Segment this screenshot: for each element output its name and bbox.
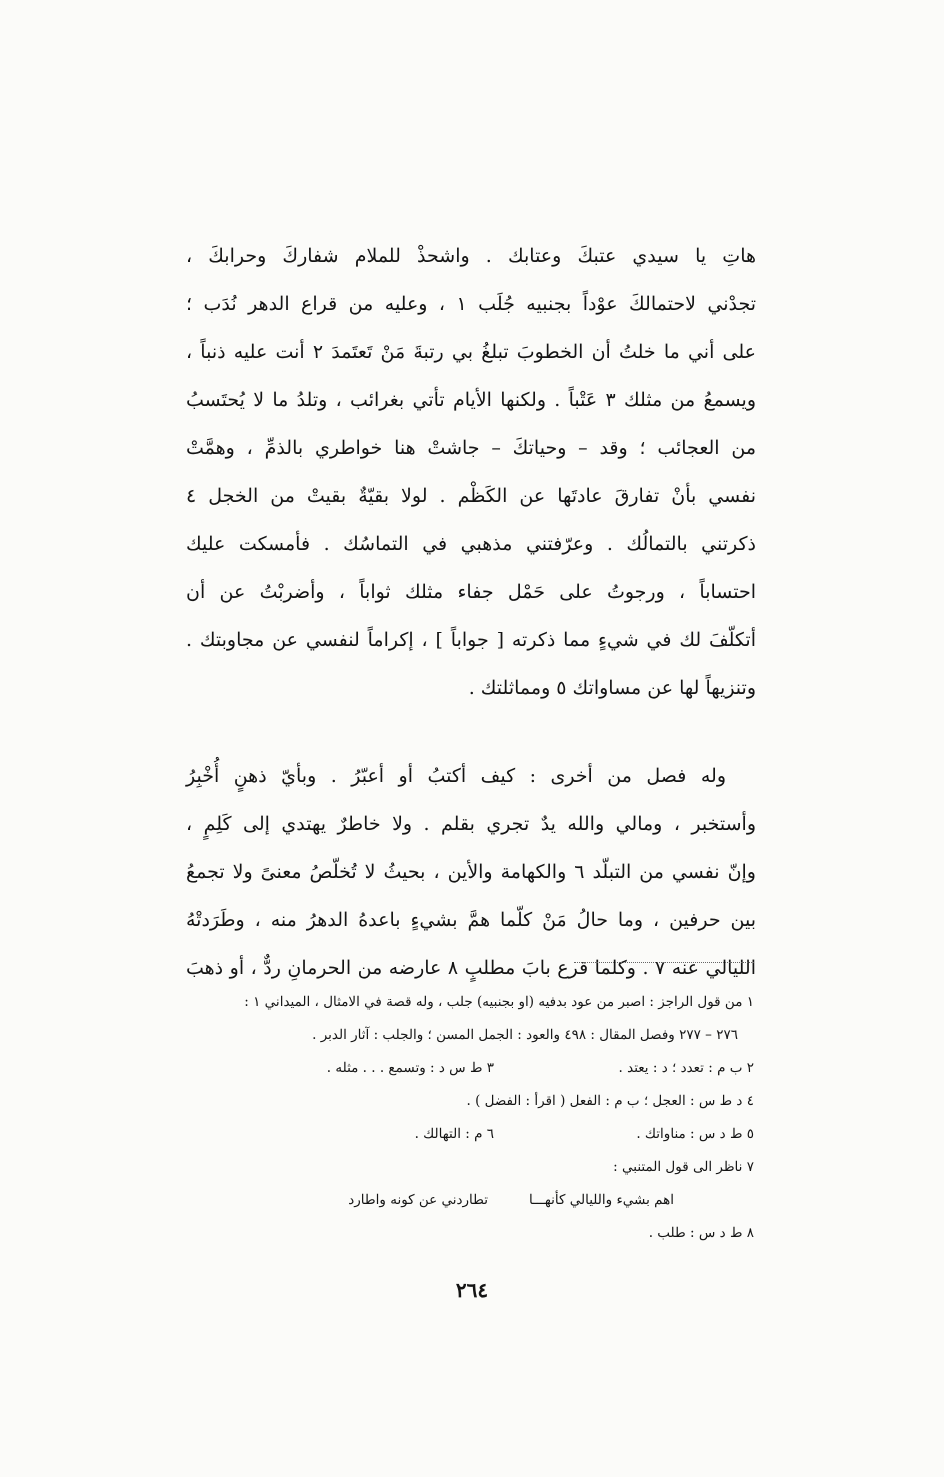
footnote-8: ٨ ط د س : طلب . xyxy=(648,1225,754,1241)
footnote-2: ٢ ب م : تعدد ؛ د : يعتد . xyxy=(618,1060,754,1076)
poetry-verse xyxy=(184,1184,754,1217)
text-line: ويسمعُ من مثلك ٣ عَتْباً . ولكنها الأيام تأتي بغرائب ، وتلدُ ما لا يُحتَسبُ xyxy=(186,389,756,411)
text-line: أتكلّفَ لك في شيءٍ مما ذكرته [ جواباً ] ، إكراماً لنفسي عن مجاوبتك . xyxy=(186,629,756,651)
paragraph-1 xyxy=(186,232,756,712)
text-line: وأستخبر ، ومالي والله يدٌ تجري بقلم . ولا خاطرٌ يهتدي إلى كَلِمٍ ، xyxy=(186,813,756,835)
text-line: من العجائب ؛ وقد – وحياتكَ – جاشتْ هنا خواطري بالذمِّ ، وهمَّتْ xyxy=(186,437,756,459)
text-line: على أني ما خلتُ أن الخطوبَ تبلغُ بي رتبةَ مَنْ تَعتَمدَ ٢ أنت عليه ذنباً ، xyxy=(186,341,756,363)
text-line: بين حرفين ، وما حالُ مَنْ كلّما همَّ بشيءٍ باعدهُ الدهرُ منه ، وطَرَدتْهُ xyxy=(186,909,756,931)
footnote-7: ٧ ناظر الى قول المتنبي : xyxy=(613,1159,754,1175)
footnote-3: ٣ ط س د : وتسمع . . . مثله . xyxy=(326,1060,494,1076)
footnote-4: ٤ د ط س : العجل ؛ ب م : الفعل ( اقرأ : الفضل ) . xyxy=(466,1093,754,1109)
paragraph-gap xyxy=(186,712,756,752)
verse-hemistich-2: تطاردني عن كونه واطارد xyxy=(348,1192,488,1208)
verse-hemistich-1: اهم بشيء والليالي كأنهـــا xyxy=(528,1192,674,1208)
main-text xyxy=(186,232,756,992)
footnote-1: ١ من قول الراجز : اصبر من عود بدفيه (او بجنبيه) جلب ، وله قصة في الامثال ، الميداني ١ : xyxy=(244,994,754,1010)
footnote-row xyxy=(184,1052,754,1085)
page-number: ٢٦٤ xyxy=(455,1278,489,1302)
text-line: هاتِ يا سيدي عتبكَ وعتابك . واشحذْ للملام شفاركَ وحرابكَ ، xyxy=(186,245,756,267)
footnote-row xyxy=(184,1118,754,1151)
footnote-5: ٥ ط د س : مناواتك . xyxy=(636,1126,754,1142)
text-line: وتنزيهاً لها عن مساواتك ٥ ومماثلتك . xyxy=(468,677,756,699)
text-line: وإنّ نفسي من التبلّد ٦ والكهامة والأين ، بحيثُ لا تُخلّصُ معنىً ولا تجمعُ xyxy=(186,861,756,883)
text-line: الليالي عنه ٧ . وكلما قرع بابَ مطلبٍ ٨ عارضه من الحرمانِ ردٌّ ، أو ذهبَ xyxy=(186,957,757,979)
text-line: وله فصل من أخرى : كيف أكتبُ أو أعبّرُ . وبأيّ ذهنٍ أُخْبِرُ xyxy=(186,765,726,787)
footnote-divider xyxy=(574,962,754,963)
text-line: احتساباً ، ورجوتُ على حَمْل جفاء مثلك ثواباً ، وأضربْتُ عن أن xyxy=(186,581,756,603)
footnote-1-continued: ٢٧٦ – ٢٧٧ وفصل المقال : ٤٩٨ والعود : الجمل المسن ؛ والجلب : آثار الدبر . xyxy=(312,1027,738,1043)
footnotes xyxy=(184,986,754,1250)
paragraph-2 xyxy=(186,752,756,992)
text-line: تجدْني لاحتمالكَ عوْداً بجنبيه جُلَب ١ ، وعليه من قراع الدهر نُدَب ؛ xyxy=(186,293,757,315)
text-line: نفسي بأنْ تفارقَ عادتَها عن الكَظْم . لولا بقيّةٌ بقيتْ من الخجل ٤ xyxy=(186,485,756,507)
footnote-6: ٦ م : التهالك . xyxy=(414,1126,494,1142)
text-line: ذكرتني بالتمالُك . وعرّفتني مذهبي في التماسُك . فأمسكت عليك xyxy=(186,533,756,555)
